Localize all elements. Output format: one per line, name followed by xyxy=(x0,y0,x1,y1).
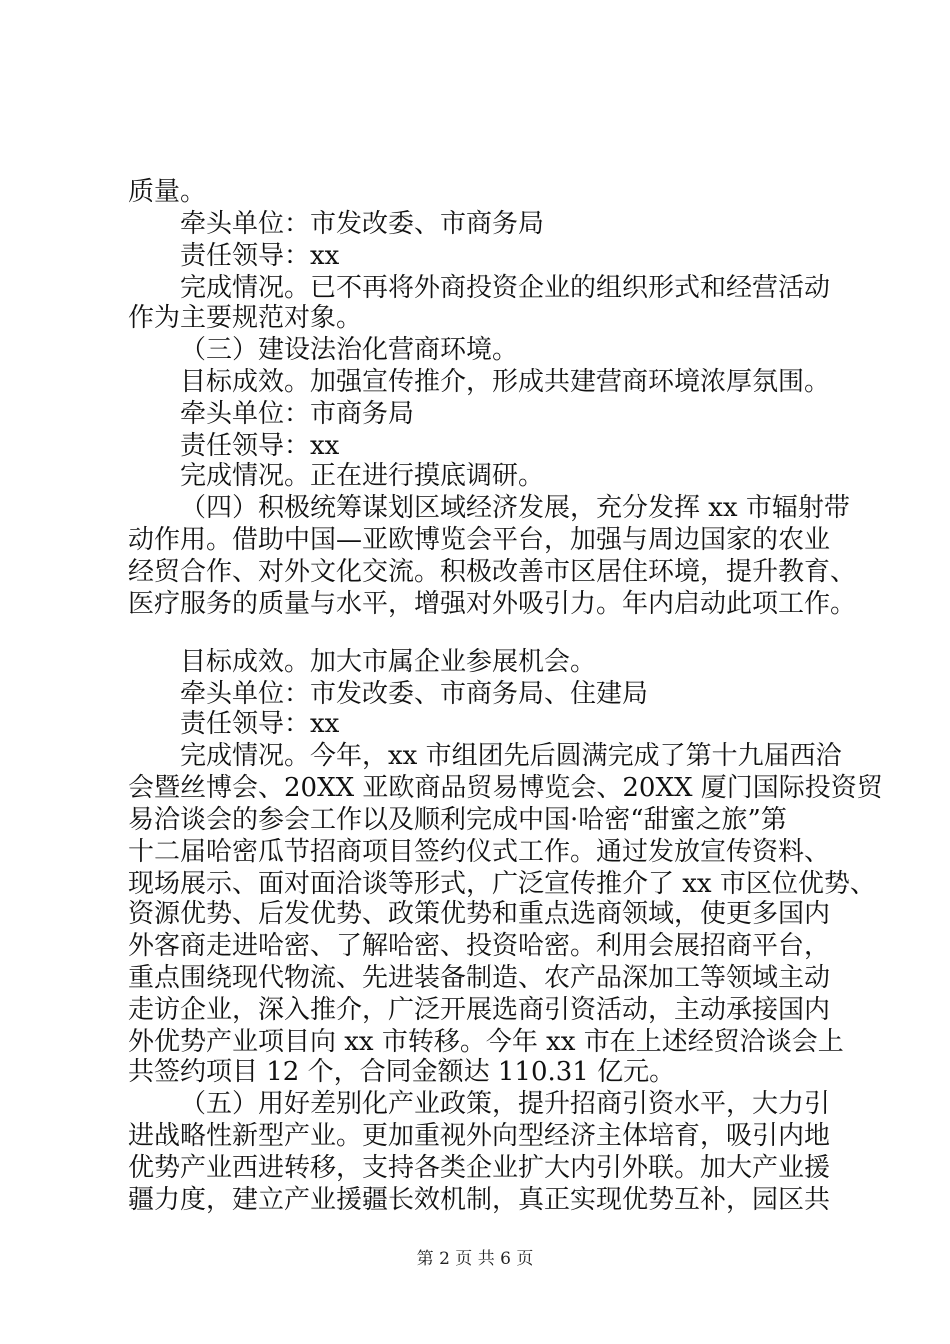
text-line: 质量。 xyxy=(128,177,207,207)
section-heading: （三）建设法治化营商环境。 xyxy=(180,335,519,365)
text-line: 外优势产业项目向 xx 市转移。今年 xx 市在上述经贸洽谈会上 xyxy=(128,1027,844,1057)
text-line: 现场展示、面对面洽谈等形式，广泛宣传推介了 xx 市区位优势、 xyxy=(128,869,876,899)
text-line: 外客商走进哈密、了解哈密、投资哈密。利用会展招商平台， xyxy=(128,931,831,961)
text-line: 作为主要规范对象。 xyxy=(128,303,363,333)
text-line: 责任领导：xx xyxy=(180,431,340,461)
text-line: 易洽谈会的参会工作以及顺利完成中国·哈密“甜蜜之旅”第 xyxy=(128,805,787,835)
text-line: 责任领导：xx xyxy=(180,241,340,271)
text-line: 牵头单位：市发改委、市商务局、住建局 xyxy=(180,679,649,709)
section-heading: （四）积极统筹谋划区域经济发展，充分发挥 xx 市辐射带 xyxy=(180,493,850,523)
text-line: 十二届哈密瓜节招商项目签约仪式工作。通过发放宣传资料、 xyxy=(128,837,831,867)
text-line: 疆力度，建立产业援疆长效机制，真正实现优势互补，园区共 xyxy=(128,1185,831,1215)
page-number-footer: 第 2 页 共 6 页 xyxy=(416,1249,534,1269)
text-line: 医疗服务的质量与水平，增强对外吸引力。年内启动此项工作。 xyxy=(128,589,857,619)
text-line: 走访企业，深入推介，广泛开展选商引资活动，主动承接国内 xyxy=(128,995,831,1025)
text-line: 牵头单位：市商务局 xyxy=(180,399,415,429)
text-line: 目标成效。加大市属企业参展机会。 xyxy=(180,647,597,677)
text-line: 责任领导：xx xyxy=(180,709,340,739)
text-line: 完成情况。今年，xx 市组团先后圆满完成了第十九届西洽 xyxy=(180,741,842,771)
text-line: 完成情况。正在进行摸底调研。 xyxy=(180,461,545,491)
section-heading: （五）用好差别化产业政策，提升招商引资水平，大力引 xyxy=(180,1089,831,1119)
text-line: 重点围绕现代物流、先进装备制造、农产品深加工等领域主动 xyxy=(128,963,831,993)
text-line: 优势产业西进转移，支持各类企业扩大内引外联。加大产业援 xyxy=(128,1153,831,1183)
text-line: 资源优势、后发优势、政策优势和重点选商领域，使更多国内 xyxy=(128,899,831,929)
text-line: 会暨丝博会、20XX 亚欧商品贸易博览会、20XX 厦门国际投资贸 xyxy=(128,773,883,803)
text-line: 牵头单位：市发改委、市商务局 xyxy=(180,209,545,239)
text-line: 经贸合作、对外文化交流。积极改善市区居住环境，提升教育、 xyxy=(128,557,857,587)
text-line: 目标成效。加强宣传推介，形成共建营商环境浓厚氛围。 xyxy=(180,367,831,397)
text-line: 进战略性新型产业。更加重视外向型经济主体培育，吸引内地 xyxy=(128,1121,831,1151)
text-line: 动作用。借助中国—亚欧博览会平台，加强与周边国家的农业 xyxy=(128,525,831,555)
text-line: 完成情况。已不再将外商投资企业的组织形式和经营活动 xyxy=(180,273,831,303)
text-line: 共签约项目 12 个，合同金额达 110.31 亿元。 xyxy=(128,1057,676,1087)
